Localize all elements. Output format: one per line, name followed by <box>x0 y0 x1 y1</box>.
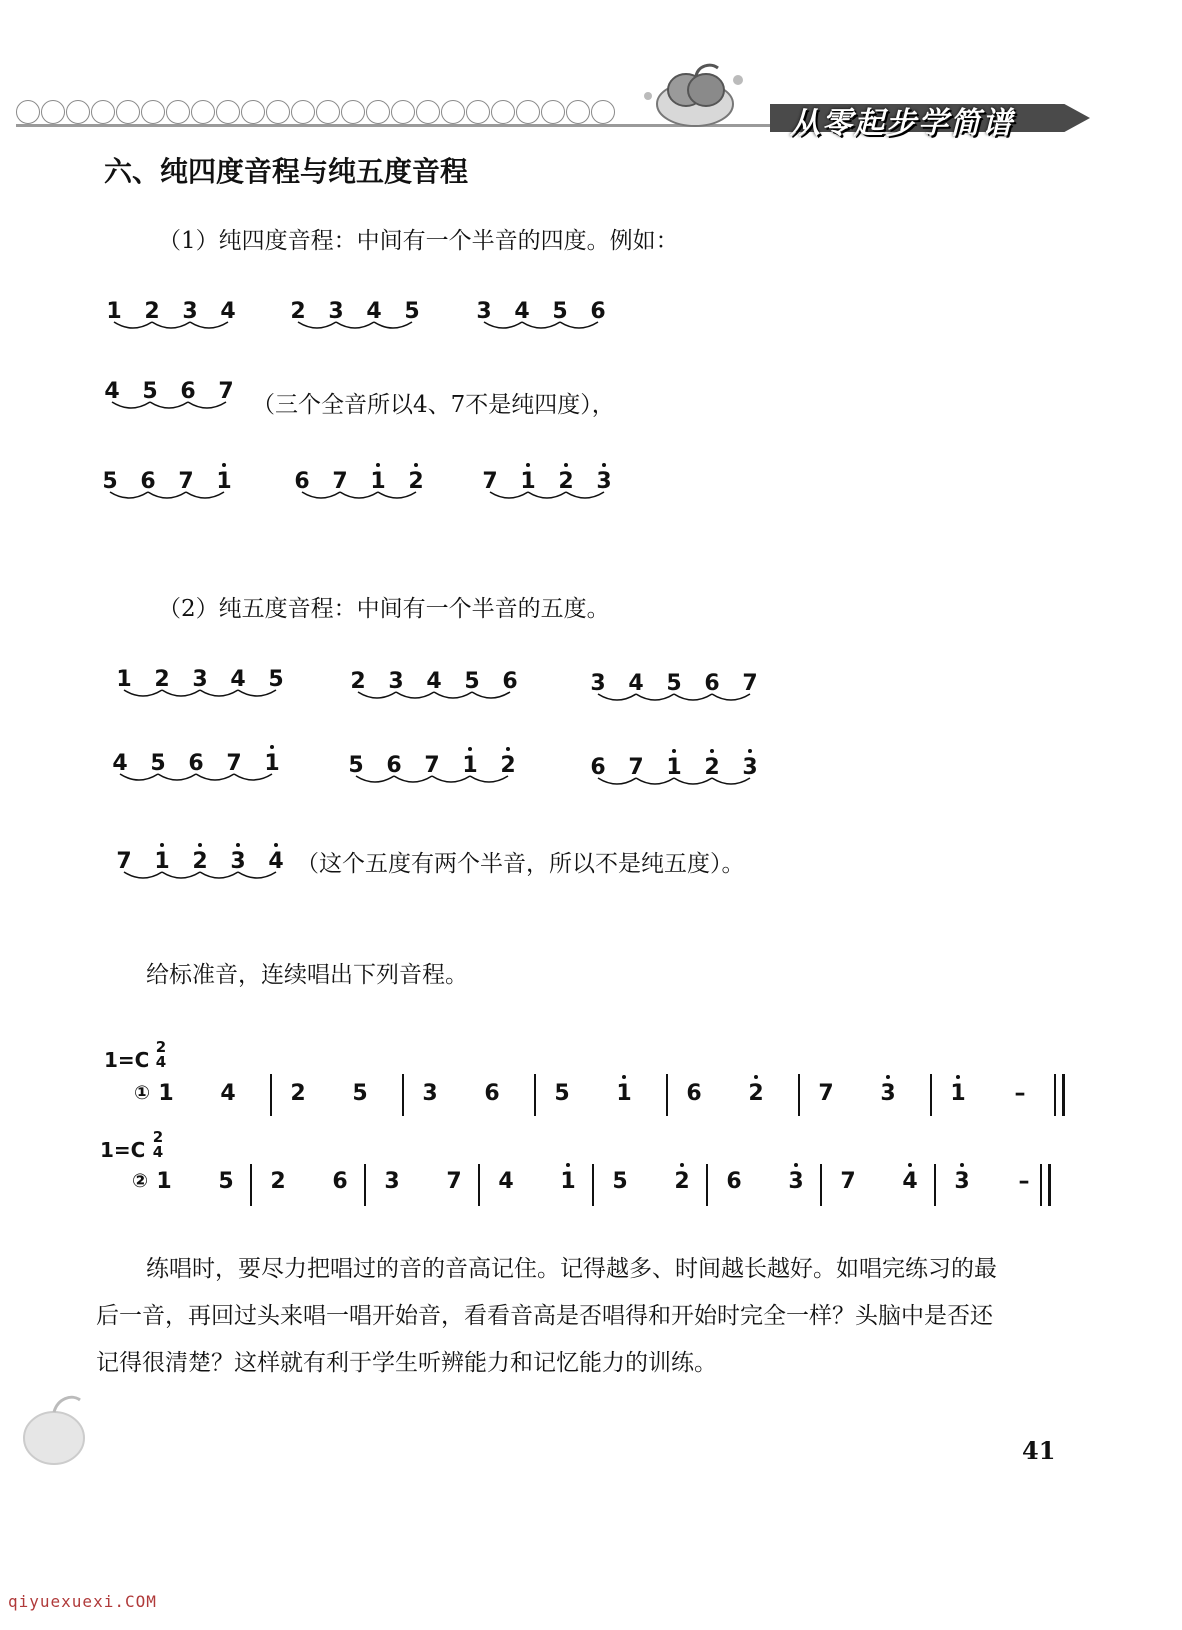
high-octave-dot <box>274 843 278 847</box>
high-octave-dot <box>526 463 530 467</box>
part2-group-4-note: 5 <box>348 753 364 778</box>
bar-line <box>592 1164 594 1206</box>
part2-group-5-note: 3 <box>741 756 759 780</box>
high-octave-dot <box>198 843 202 847</box>
part1-group-5-note: 6 <box>294 469 310 494</box>
exercise2-note: 1 <box>559 1170 577 1194</box>
header-circle <box>591 100 615 124</box>
part2-group-3-note: 5 <box>150 751 166 776</box>
part1-group-4-note: 5 <box>102 469 118 494</box>
header-circle <box>241 100 265 124</box>
part2-group-3-note: 7 <box>226 751 242 776</box>
exercise1-note: – <box>1014 1081 1026 1106</box>
bar-line <box>930 1074 932 1116</box>
header-circle <box>216 100 240 124</box>
exercise2-note: 5 <box>218 1169 234 1194</box>
exercise2-note: 1 <box>156 1169 172 1194</box>
high-octave-dot <box>376 463 380 467</box>
part1-group-3-note: 5 <box>142 379 158 404</box>
time-signature-2: 2 4 <box>152 1128 164 1161</box>
part1-note: （三个全音所以4、7不是纯四度）， <box>252 392 615 418</box>
part2-group-4-note: 2 <box>499 754 517 778</box>
part2-group-1-note: 6 <box>502 669 518 694</box>
header-circle <box>441 100 465 124</box>
part2-group-5-note: 2 <box>703 756 721 780</box>
high-octave-dot <box>908 1163 912 1167</box>
high-octave-dot <box>672 749 676 753</box>
part2-group-4-note: 7 <box>424 753 440 778</box>
part2-heading: （2）纯五度音程：中间有一个半音的五度。 <box>158 596 610 622</box>
part1-group-2-note: 6 <box>590 299 606 324</box>
part2-group-5-note: 6 <box>590 755 606 780</box>
part2-group-2-note: 7 <box>742 671 758 696</box>
part1-group-3-note: 7 <box>218 379 234 404</box>
exercise-label-2: ② <box>132 1170 149 1192</box>
part1-group-1-note: 5 <box>404 299 420 324</box>
part2-group-1-note: 2 <box>350 669 366 694</box>
bar-line <box>798 1074 800 1116</box>
exercise1-note: 3 <box>879 1082 897 1106</box>
header-circle <box>91 100 115 124</box>
part2-group-0-note: 4 <box>230 667 246 692</box>
part1-group-5-note: 1 <box>369 470 387 494</box>
part2-group-6-note: 1 <box>153 850 171 874</box>
exercise2-note: 5 <box>612 1169 628 1194</box>
bar-line <box>934 1164 936 1206</box>
watermark: qiyuexuexi.COM <box>8 1592 157 1611</box>
exercise2-note: 3 <box>384 1169 400 1194</box>
final-bar-line <box>1040 1164 1042 1206</box>
bar-line <box>270 1074 272 1116</box>
high-octave-dot <box>748 749 752 753</box>
paragraph-line-2: 后一音，再回过头来唱一唱开始音，看看音高是否唱得和开始时完全一样？头脑中是否还 <box>96 1303 993 1329</box>
high-octave-dot <box>566 1163 570 1167</box>
exercise1-note: 1 <box>949 1082 967 1106</box>
bar-line <box>250 1164 252 1206</box>
exercise1-note: 5 <box>352 1081 368 1106</box>
header-circle <box>166 100 190 124</box>
part1-group-3-note: 6 <box>180 379 196 404</box>
paragraph-line-1: 练唱时，要尽力把唱过的音的音高记住。记得越多、时间越长越好。如唱完练习的最 <box>146 1256 997 1282</box>
high-octave-dot <box>710 749 714 753</box>
part1-group-1-note: 3 <box>328 299 344 324</box>
high-octave-dot <box>754 1075 758 1079</box>
header-circle <box>291 100 315 124</box>
part1-group-0-note: 4 <box>220 299 236 324</box>
header-circle <box>16 100 40 124</box>
bar-line <box>402 1074 404 1116</box>
part1-group-6-note: 1 <box>519 470 537 494</box>
part2-group-4-note: 1 <box>461 754 479 778</box>
book-title: 从零起步学简谱 <box>790 106 1014 141</box>
part2-group-6-note: 4 <box>267 850 285 874</box>
exercise2-note: 7 <box>840 1169 856 1194</box>
part2-group-2-note: 6 <box>704 671 720 696</box>
high-octave-dot <box>160 843 164 847</box>
header-circle <box>366 100 390 124</box>
exercise-label-1: ① <box>134 1082 151 1104</box>
exercise1-note: 3 <box>422 1081 438 1106</box>
part1-group-0-note: 3 <box>182 299 198 324</box>
exercise2-note: 4 <box>901 1170 919 1194</box>
high-octave-dot <box>270 745 274 749</box>
header-circle <box>566 100 590 124</box>
exercise1-note: 5 <box>554 1081 570 1106</box>
bar-line <box>820 1164 822 1206</box>
key-signature-1: 1=C <box>104 1048 150 1072</box>
header-circle <box>191 100 215 124</box>
part2-group-4-note: 6 <box>386 753 402 778</box>
bar-line <box>534 1074 536 1116</box>
exercise2-note: 2 <box>673 1170 691 1194</box>
apple-icon <box>640 60 760 130</box>
high-octave-dot <box>602 463 606 467</box>
exercise2-note: – <box>1018 1169 1030 1194</box>
part2-group-0-note: 1 <box>116 667 132 692</box>
header-circle <box>266 100 290 124</box>
high-octave-dot <box>222 463 226 467</box>
part1-group-6-note: 3 <box>595 470 613 494</box>
high-octave-dot <box>680 1163 684 1167</box>
header-circle <box>466 100 490 124</box>
part1-group-4-note: 7 <box>178 469 194 494</box>
part2-group-6-note: 2 <box>191 850 209 874</box>
exercise2-note: 6 <box>332 1169 348 1194</box>
part1-group-0-note: 1 <box>106 299 122 324</box>
exercise1-note: 4 <box>220 1081 236 1106</box>
part2-group-2-note: 3 <box>590 671 606 696</box>
part1-group-5-note: 7 <box>332 469 348 494</box>
page-number: 41 <box>1022 1436 1056 1465</box>
header-circle <box>116 100 140 124</box>
exercise2-note: 6 <box>726 1169 742 1194</box>
part1-heading: （1）纯四度音程：中间有一个半音的四度。例如： <box>158 228 679 254</box>
high-octave-dot <box>468 747 472 751</box>
exercise1-note: 6 <box>484 1081 500 1106</box>
part2-group-0-note: 5 <box>268 667 284 692</box>
part1-group-1-note: 2 <box>290 299 306 324</box>
exercise2-note: 7 <box>446 1169 462 1194</box>
final-bar-line <box>1054 1074 1056 1116</box>
exercise2-note: 2 <box>270 1169 286 1194</box>
header-circle <box>141 100 165 124</box>
part1-group-6-note: 7 <box>482 469 498 494</box>
header-circle-row <box>16 100 615 126</box>
key-signature-2: 1=C <box>100 1138 146 1162</box>
header-circle <box>316 100 340 124</box>
part1-group-4-note: 6 <box>140 469 156 494</box>
high-octave-dot <box>506 747 510 751</box>
high-octave-dot <box>414 463 418 467</box>
paragraph-line-3: 记得很清楚？这样就有利于学生听辨能力和记忆能力的训练。 <box>96 1350 717 1376</box>
header-circle <box>41 100 65 124</box>
high-octave-dot <box>794 1163 798 1167</box>
footer-apple-icon <box>14 1386 104 1470</box>
high-octave-dot <box>960 1163 964 1167</box>
exercise-instruction: 给标准音，连续唱出下列音程。 <box>146 962 468 988</box>
part1-group-0-note: 2 <box>144 299 160 324</box>
exercise1-note: 2 <box>747 1082 765 1106</box>
part2-group-5-note: 7 <box>628 755 644 780</box>
high-octave-dot <box>236 843 240 847</box>
final-bar-line <box>1048 1164 1051 1206</box>
part2-group-5-note: 1 <box>665 756 683 780</box>
part2-group-1-note: 5 <box>464 669 480 694</box>
part1-group-6-note: 2 <box>557 470 575 494</box>
bar-line <box>364 1164 366 1206</box>
part1-group-4-note: 1 <box>215 470 233 494</box>
final-bar-line <box>1062 1074 1065 1116</box>
exercise2-note: 3 <box>787 1170 805 1194</box>
part1-group-2-note: 5 <box>552 299 568 324</box>
part2-note: （这个五度有两个半音，所以不是纯五度）。 <box>296 851 745 877</box>
exercise1-note: 6 <box>686 1081 702 1106</box>
time-signature-1: 2 4 <box>155 1038 167 1071</box>
header-circle <box>341 100 365 124</box>
header-circle <box>491 100 515 124</box>
exercise1-note: 1 <box>615 1082 633 1106</box>
part1-group-5-note: 2 <box>407 470 425 494</box>
header-circle <box>516 100 540 124</box>
section-title: 六、纯四度音程与纯五度音程 <box>104 155 469 188</box>
bar-line <box>666 1074 668 1116</box>
exercise2-note: 3 <box>953 1170 971 1194</box>
exercise1-note: 2 <box>290 1081 306 1106</box>
high-octave-dot <box>886 1075 890 1079</box>
high-octave-dot <box>622 1075 626 1079</box>
part1-group-1-note: 4 <box>366 299 382 324</box>
bar-line <box>706 1164 708 1206</box>
header-circle <box>66 100 90 124</box>
part2-group-3-note: 4 <box>112 751 128 776</box>
part1-group-3-note: 4 <box>104 379 120 404</box>
header-circle <box>416 100 440 124</box>
part2-group-6-note: 7 <box>116 849 132 874</box>
high-octave-dot <box>564 463 568 467</box>
exercise1-note: 7 <box>818 1081 834 1106</box>
part2-group-3-note: 1 <box>263 752 281 776</box>
part2-group-1-note: 3 <box>388 669 404 694</box>
header-circle <box>541 100 565 124</box>
part2-group-0-note: 2 <box>154 667 170 692</box>
part2-group-1-note: 4 <box>426 669 442 694</box>
high-octave-dot <box>956 1075 960 1079</box>
part1-group-2-note: 4 <box>514 299 530 324</box>
bar-line <box>478 1164 480 1206</box>
part2-group-6-note: 3 <box>229 850 247 874</box>
part2-group-0-note: 3 <box>192 667 208 692</box>
exercise2-note: 4 <box>498 1169 514 1194</box>
exercise1-note: 1 <box>158 1081 174 1106</box>
part2-group-3-note: 6 <box>188 751 204 776</box>
header-circle <box>391 100 415 124</box>
part2-group-2-note: 4 <box>628 671 644 696</box>
part2-group-2-note: 5 <box>666 671 682 696</box>
part1-group-2-note: 3 <box>476 299 492 324</box>
